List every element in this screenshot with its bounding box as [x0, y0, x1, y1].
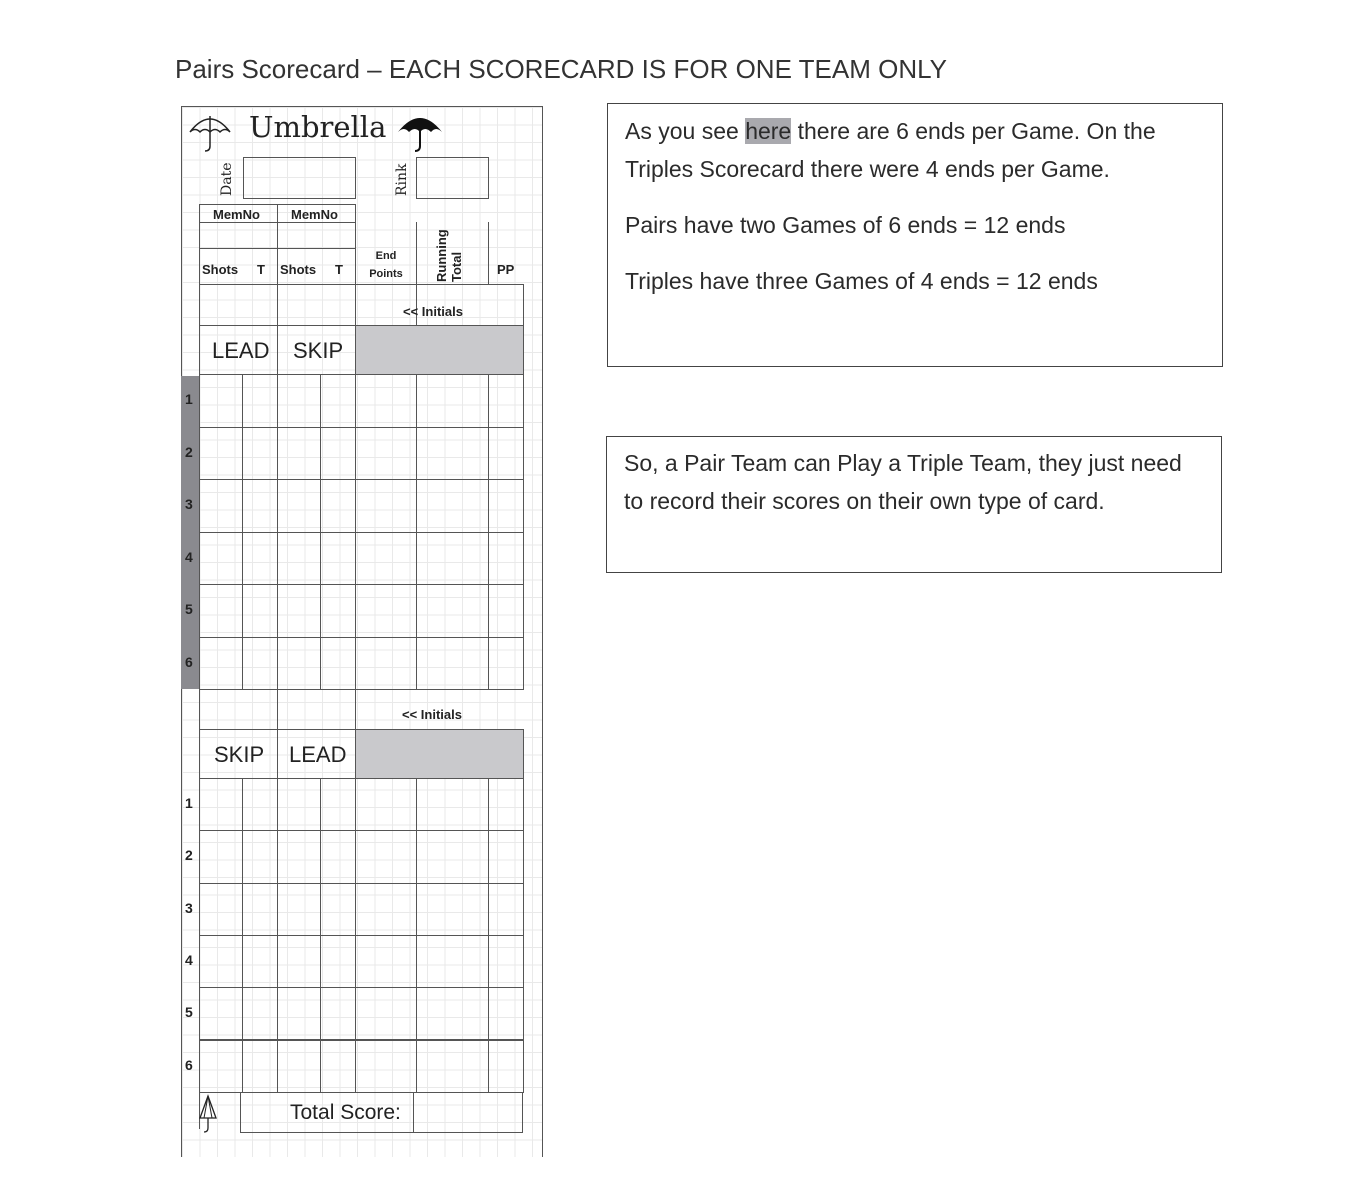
game1-score-cell[interactable]	[416, 479, 489, 533]
highlighted-word: here	[745, 118, 792, 144]
game1-score-cell[interactable]	[488, 427, 524, 481]
game1-score-cell[interactable]	[277, 637, 321, 691]
page-title: Pairs Scorecard – EACH SCORECARD IS FOR ONE TEAM ONLY	[175, 54, 947, 84]
info-box-pairs-vs-triples	[606, 436, 1222, 573]
game2-score-cell[interactable]	[488, 883, 524, 936]
info-paragraph-3: Triples have three Games of 4 ends = 12 ends	[625, 268, 1098, 294]
game1-score-cell[interactable]	[242, 479, 278, 533]
game2-score-cell[interactable]	[242, 883, 278, 936]
game2-end-number: 2	[185, 847, 193, 864]
game1-score-cell[interactable]	[488, 532, 524, 586]
date-field[interactable]	[243, 157, 356, 199]
game1-score-cell[interactable]	[355, 637, 417, 691]
game1-score-cell[interactable]	[242, 637, 278, 691]
game1-score-cell[interactable]	[199, 374, 243, 428]
memno-header-2: MemNo	[291, 207, 338, 222]
game2-score-cell[interactable]	[199, 987, 243, 1040]
info-box-ends	[607, 103, 1223, 367]
game2-end-number: 1	[185, 795, 193, 812]
game1-score-cell[interactable]	[242, 584, 278, 638]
game2-score-cell[interactable]	[416, 935, 489, 988]
game2-role-lead: LEAD	[289, 742, 347, 767]
game1-score-cell[interactable]	[416, 584, 489, 638]
game2-score-cell[interactable]	[488, 987, 524, 1040]
game2-score-cell[interactable]	[416, 1040, 489, 1093]
game1-score-cell[interactable]	[416, 427, 489, 481]
game1-score-cell[interactable]	[277, 427, 321, 481]
game1-score-cell[interactable]	[320, 427, 356, 481]
umbrella-solid-icon	[396, 110, 444, 154]
game2-score-cell[interactable]	[355, 883, 417, 936]
game2-score-cell[interactable]	[199, 778, 243, 831]
info-paragraph-2: Pairs have two Games of 6 ends = 12 ends	[625, 212, 1066, 238]
shots-header-2: Shots	[280, 262, 317, 277]
game1-score-cell[interactable]	[199, 479, 243, 533]
date-label: Date	[219, 162, 235, 196]
game2-score-cell[interactable]	[242, 830, 278, 883]
game1-role-lead: LEAD	[212, 338, 270, 363]
game1-score-cell[interactable]	[277, 479, 321, 533]
game2-score-cell[interactable]	[199, 830, 243, 883]
initials-label-1: << Initials	[403, 304, 463, 319]
rink-label: Rink	[394, 163, 410, 196]
game2-score-cell[interactable]	[199, 1040, 243, 1093]
game1-score-cell[interactable]	[488, 374, 524, 428]
total-score-label: Total Score:	[290, 1101, 401, 1124]
game1-score-cell[interactable]	[416, 637, 489, 691]
game2-score-cell[interactable]	[320, 778, 356, 831]
game2-score-cell[interactable]	[242, 1040, 278, 1093]
game1-score-cell[interactable]	[355, 479, 417, 533]
game2-score-cell[interactable]	[355, 778, 417, 831]
game1-score-cell[interactable]	[488, 479, 524, 533]
game2-score-cell[interactable]	[320, 883, 356, 936]
para1-text-end: there are 6 ends per Game. On the Triples Scorecard there were 4 ends per Game.	[625, 118, 1156, 182]
game2-score-cell[interactable]	[416, 830, 489, 883]
game1-score-cell[interactable]	[416, 374, 489, 428]
pp-header: PP	[497, 262, 515, 277]
game2-score-cell[interactable]	[488, 1040, 524, 1093]
info-paragraph-1	[625, 112, 1206, 188]
game2-score-cell[interactable]	[355, 1040, 417, 1093]
total-score-field[interactable]	[415, 1094, 521, 1131]
game2-score-cell[interactable]	[320, 830, 356, 883]
game1-score-cell[interactable]	[199, 532, 243, 586]
game2-score-cell[interactable]	[488, 778, 524, 831]
game1-score-cell[interactable]	[242, 374, 278, 428]
game1-score-cell[interactable]	[355, 374, 417, 428]
info-paragraph-4: So, a Pair Team can Play a Triple Team, they just need to record their scores on their own type of card.	[624, 450, 1182, 514]
game1-score-cell[interactable]	[199, 427, 243, 481]
game1-end-sidebar	[181, 376, 199, 689]
game1-score-cell[interactable]	[320, 479, 356, 533]
game1-score-cell[interactable]	[488, 584, 524, 638]
game2-score-cell[interactable]	[320, 935, 356, 988]
game2-score-cell[interactable]	[355, 830, 417, 883]
game2-score-cell[interactable]	[355, 987, 417, 1040]
game1-end-number: 5	[185, 601, 193, 618]
game1-end-number: 4	[185, 548, 193, 565]
game1-end-number: 6	[185, 653, 193, 670]
game2-end-number: 4	[185, 952, 193, 969]
t-header-1: T	[257, 262, 265, 277]
para1-text-start: As you see	[625, 118, 746, 144]
game1-score-cell[interactable]	[277, 374, 321, 428]
game1-score-cell[interactable]	[199, 584, 243, 638]
game1-end-number: 1	[185, 391, 193, 408]
game2-score-cell[interactable]	[355, 935, 417, 988]
closed-umbrella-icon	[196, 1094, 220, 1134]
game2-score-cell[interactable]	[277, 883, 321, 936]
game2-end-number: 6	[185, 1056, 193, 1073]
game2-score-cell[interactable]	[277, 935, 321, 988]
game2-end-number: 5	[185, 1004, 193, 1021]
game2-score-cell[interactable]	[199, 883, 243, 936]
game1-score-cell[interactable]	[199, 637, 243, 691]
game2-score-cell[interactable]	[320, 987, 356, 1040]
game2-score-cell[interactable]	[242, 935, 278, 988]
game2-score-cell[interactable]	[277, 1040, 321, 1093]
game1-score-cell[interactable]	[416, 532, 489, 586]
game2-score-cell[interactable]	[416, 987, 489, 1040]
umbrella-outline-icon	[188, 110, 232, 154]
game1-score-cell[interactable]	[320, 374, 356, 428]
end-points-header: End Points	[369, 250, 403, 280]
game1-score-cell[interactable]	[355, 427, 417, 481]
game2-score-cell[interactable]	[199, 935, 243, 988]
game2-score-cell[interactable]	[488, 935, 524, 988]
brand-name: Umbrella	[249, 110, 387, 144]
t-header-2: T	[335, 262, 343, 277]
game1-score-cell[interactable]	[355, 532, 417, 586]
game1-score-cell[interactable]	[277, 584, 321, 638]
game1-score-cell[interactable]	[320, 637, 356, 691]
game1-score-cell[interactable]	[277, 532, 321, 586]
game1-end-number: 3	[185, 496, 193, 513]
game2-score-cell[interactable]	[488, 830, 524, 883]
game1-shaded-cell	[356, 326, 523, 374]
game1-score-cell[interactable]	[242, 532, 278, 586]
game1-end-number: 2	[185, 443, 193, 460]
game1-score-cell[interactable]	[320, 532, 356, 586]
running-total-header: Running Total	[434, 229, 464, 282]
game1-score-cell[interactable]	[488, 637, 524, 691]
game2-score-cell[interactable]	[277, 778, 321, 831]
memno-field-1[interactable]	[199, 222, 278, 249]
game1-score-cell[interactable]	[242, 427, 278, 481]
game2-role-skip: SKIP	[214, 742, 265, 767]
game1-score-cell[interactable]	[320, 584, 356, 638]
game2-score-cell[interactable]	[320, 1040, 356, 1093]
game2-shaded-cell	[356, 730, 523, 778]
game1-role-skip: SKIP	[293, 338, 344, 363]
game2-end-number: 3	[185, 899, 193, 916]
game2-score-cell[interactable]	[416, 778, 489, 831]
game2-score-cell[interactable]	[242, 987, 278, 1040]
memno-header-1: MemNo	[213, 207, 260, 222]
shots-header-1: Shots	[202, 262, 239, 277]
initials-label-2: << Initials	[402, 707, 462, 722]
memno-field-2[interactable]	[277, 222, 356, 249]
game2-score-cell[interactable]	[416, 883, 489, 936]
game2-score-cell[interactable]	[277, 830, 321, 883]
game2-score-cell[interactable]	[277, 987, 321, 1040]
rink-field[interactable]	[416, 157, 489, 199]
game1-score-cell[interactable]	[355, 584, 417, 638]
game2-score-cell[interactable]	[242, 778, 278, 831]
